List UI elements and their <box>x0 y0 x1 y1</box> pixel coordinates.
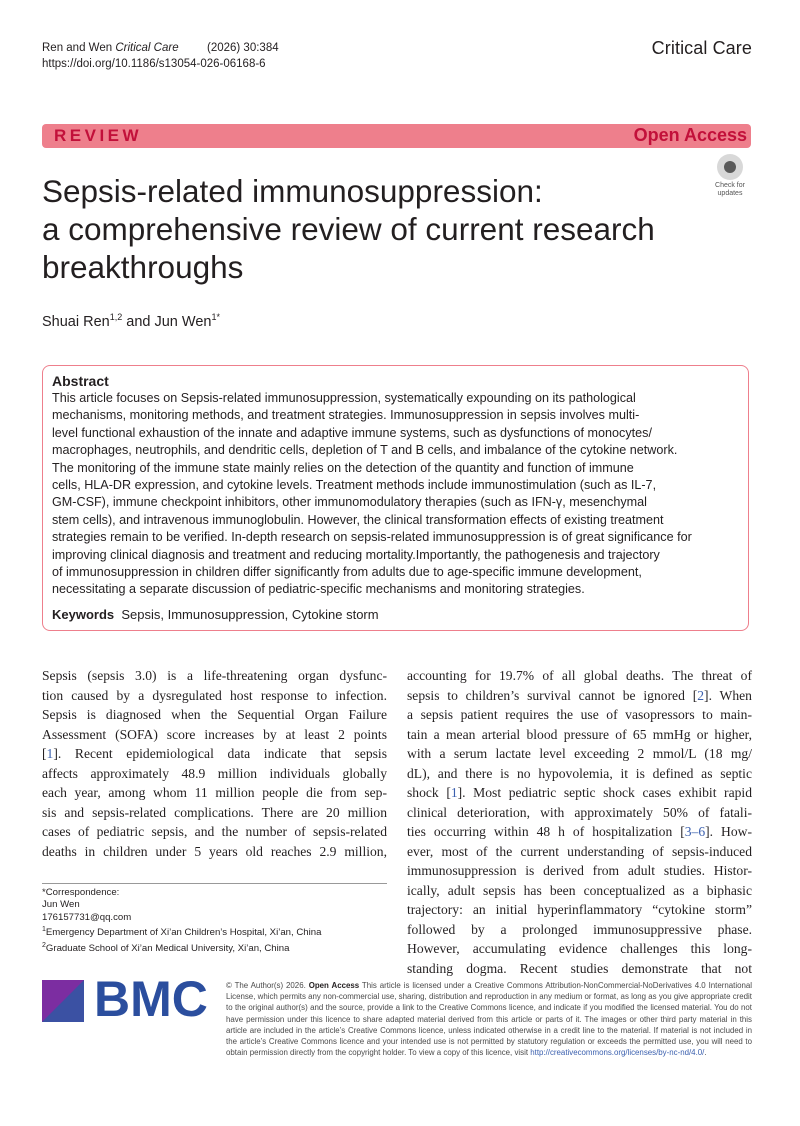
text-line: standing dogma. Recent studies demonstrate that not <box>407 960 752 976</box>
text-line: The monitoring of the immune state mainly relies on the detection of the quantity and function of immune <box>52 460 634 475</box>
author-affiliation: 1* <box>211 312 220 322</box>
bmc-logo-wordmark: BMC <box>94 971 208 1027</box>
text-line: However, accumulating evidence challenges this long- <box>407 941 752 956</box>
affiliation-2 <box>42 940 321 956</box>
check-updates-line1: Check for <box>715 182 745 189</box>
text-line: immunosuppression is derived from adult studies. Histor- <box>407 863 752 878</box>
citation-header <box>42 40 279 72</box>
title-line: breakthroughs <box>42 249 244 285</box>
citation-link[interactable]: 3–6 <box>684 824 706 839</box>
text-line: Sepsis (sepsis 3.0) is a life-threatening organ dysfunc- <box>42 668 387 683</box>
text-line: necessitating a separate discussion of pediatric-specific mechanisms and monitoring strategies. <box>52 582 585 597</box>
text-line: This article focuses on Sepsis-related immunosuppression, systematically expounding on its pathological <box>52 391 636 405</box>
affiliation-number: 2 <box>42 941 46 949</box>
correspondence-name: Jun Wen <box>42 899 80 911</box>
article-type-band <box>42 124 751 148</box>
text-line: sis and sepsis-related complications. There are 20 million <box>42 804 387 820</box>
keywords <box>52 607 379 622</box>
open-access-label: Open Access <box>633 125 747 145</box>
author-list <box>42 312 220 330</box>
text-line: strategies remain to be verified. In-depth research on sepsis-related immunosuppression is of great significance for <box>52 530 692 545</box>
citation-authors: Ren and Wen <box>42 42 113 54</box>
text-line: clinical deterioration, with approximately 50% of fatali- <box>407 804 752 820</box>
affiliation-number: 1 <box>42 926 46 934</box>
text-line: stem cells), and intravenous immunoglobulin. However, the clinical transformation effects of existing treatment <box>52 512 664 527</box>
article-type: REVIEW <box>54 126 143 145</box>
license-end: . <box>704 1048 707 1058</box>
text-line: trajectory: an initial hyperinflammatory “cytokine storm” <box>407 902 752 917</box>
text-line: ever, most of the current understanding of sepsis-induced <box>407 843 752 859</box>
footnote <box>42 887 321 955</box>
text-line: level functional exhaustion of the innate and adaptive immune systems, such as dysfunctions of monocytes/ <box>52 425 652 440</box>
text-line: of immunosuppression in children differ significantly from adults due to age-specific immune development, <box>52 565 642 580</box>
title-line: a comprehensive review of current research <box>42 211 655 247</box>
text-line: accounting for 19.7% of all global deaths. The threat of <box>407 668 752 683</box>
license-statement <box>226 980 752 1058</box>
text-line: affects approximately 48.9 million individuals globally <box>42 765 387 781</box>
keywords-label: Keywords <box>52 607 115 622</box>
text-line: Assessment (SOFA) score increases by at least 2 points <box>42 726 387 742</box>
text-line: Sepsis is diagnosed when the Sequential Organ Failure <box>42 707 387 722</box>
text-line: ties occurring within 48 h of hospitalization [3–6]. How- <box>407 824 752 839</box>
check-updates-icon <box>717 154 743 180</box>
text-line: GM-CSF), immune checkpoint inhibitors, other immunomodulatory therapies (such as IFN-γ, mesenchymal <box>52 495 647 510</box>
title-line: Sepsis-related immunosuppression: <box>42 173 543 209</box>
citation-link[interactable]: 1 <box>450 785 458 800</box>
text-line: [1]. Recent epidemiological data indicate that sepsis <box>42 746 387 761</box>
text-line: ically, adult sepsis has been conceptualized as a biphasic <box>407 882 752 898</box>
affiliation-text: Emergency Department of Xi’an Children’s Hospital, Xi’an, China <box>45 927 322 939</box>
license-open-access: Open Access <box>308 981 360 990</box>
abstract-text <box>52 390 742 599</box>
text-line: cells, HLA-DR expression, and cytokine levels. Treatment methods include immunostimulation (such as IL-7, <box>52 478 657 493</box>
text-line: tion caused by a dysregulated host response to infection. <box>42 687 387 703</box>
text-line: macrophages, neutrophils, and dendritic cells, depletion of T and B cells, and imbalance of the cytokine network. <box>52 443 678 458</box>
abstract-heading: Abstract <box>52 373 109 389</box>
citation-link[interactable]: 2 <box>697 687 705 703</box>
text-line: with a serum lactate level exceeding 2 mmol/L (18 mg/ <box>407 746 752 761</box>
citation-volume: (2026) 30:384 <box>207 42 279 54</box>
bmc-logo <box>42 971 212 1032</box>
author-name[interactable]: and Jun Wen <box>122 313 212 330</box>
article-title <box>42 172 692 286</box>
affiliation-text: Graduate School of Xi’an Medical University, Xi’an, China <box>45 943 290 954</box>
license-text: This article is licensed under a Creative Commons Attribution-NonCommercial-NoDerivatives 4.0 International License, which permits any non-commercial use, sharing, distribution and reproduction in any medium or format, as long as you give appropriate credit to the original author(s) and the source, provide a link to the Creative Commons licence, and indicate if you modified the licensed material. You do not have permission under this licence to share adapted material derived from this article or parts of it. The images or other third party material in this article are included in the article’s Creative Commons licence, unless indicated otherwise in a credit line to the material. If material is not included in the article’s Creative Commons licence and your intended use is not permitted by statutory regulation or exceeds the permitted use, you will need to obtain permission directly from the copyright holder. To view a copy of this licence, visit <box>226 981 753 1058</box>
check-updates-line2: updates <box>717 190 743 197</box>
keywords-list: Sepsis, Immunosuppression, Cytokine storm <box>121 607 379 622</box>
text-line: cases of pediatric sepsis, and the number of sepsis-related <box>42 824 387 839</box>
affiliation-1 <box>42 924 321 940</box>
text-line: shock [1]. Most pediatric septic shock cases exhibit rapid <box>407 785 752 800</box>
journal-name: Critical Care <box>651 38 752 58</box>
footnote-divider <box>42 883 387 884</box>
license-link[interactable]: http://creativecommons.org/licenses/by-nc-nd/4.0/ <box>530 1048 705 1058</box>
citation-journal: Critical Care <box>115 42 179 54</box>
text-line: each year, among whom 11 million people die from sep- <box>42 785 387 800</box>
author-affiliation: 1,2 <box>109 312 123 322</box>
text-line: a sepsis patient requires the use of vasopressors to main- <box>407 707 752 722</box>
text-line: sepsis to children’s survival cannot be ignored [2]. When <box>407 687 752 703</box>
correspondence-label: *Correspondence: <box>42 887 120 898</box>
correspondence-email[interactable]: 176157731@qq.com <box>42 911 132 923</box>
license-copyright: © The Author(s) 2026. <box>226 981 309 990</box>
check-for-updates-badge[interactable] <box>706 154 754 202</box>
text-line: followed by a prolonged immunosuppressive phase. <box>407 921 752 937</box>
text-line: improving clinical diagnosis and treatment and reducing mortality.Importantly, the pathogenesis and trajectory <box>52 547 660 562</box>
citation-link[interactable]: 1 <box>46 746 54 761</box>
text-line: deaths in children under 5 years old reaches 2.9 million, <box>42 843 387 859</box>
text-line: tain a mean arterial blood pressure of 65 mmHg or higher, <box>407 726 752 742</box>
body-column-left <box>42 666 387 861</box>
text-line: mechanisms, monitoring methods, and treatment strategies. Immunosuppression in sepsis involves multi- <box>52 408 640 423</box>
doi-link[interactable]: https://doi.org/10.1186/s13054-026-06168-6 <box>42 58 266 70</box>
body-column-right <box>407 666 752 978</box>
text-line: dL), and there is no hypovolemia, it is defined as septic <box>407 765 752 781</box>
author-name[interactable]: Shuai Ren <box>42 313 110 330</box>
